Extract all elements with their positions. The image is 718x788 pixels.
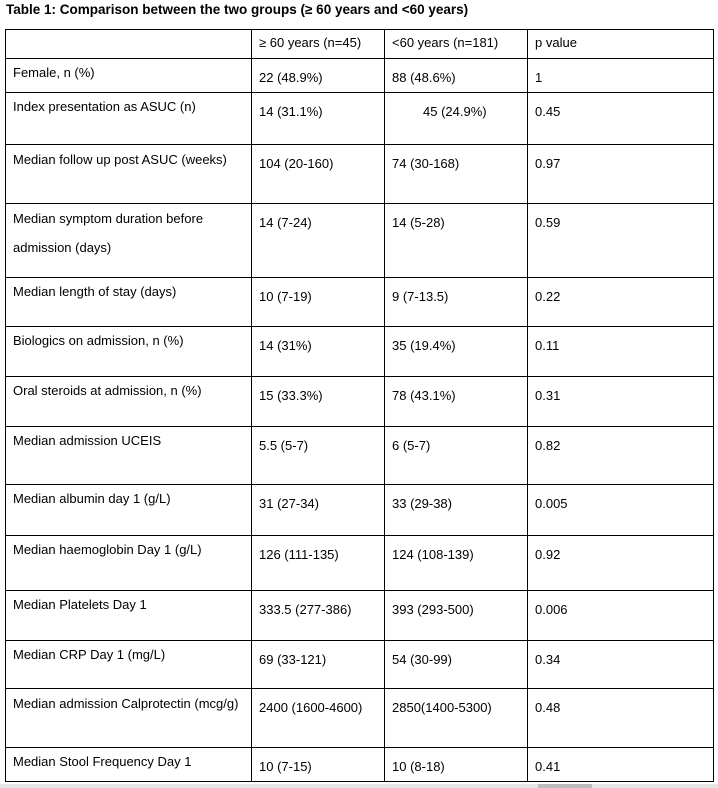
table-row [6,93,714,145]
cell-p-value: 0.41 [528,748,714,782]
cell-60-plus: 10 (7-19) [252,278,385,327]
table-row [6,536,714,591]
cell-under-60: 6 (5-7) [385,427,528,485]
cell-under-60: 124 (108-139) [385,536,528,591]
cell-60-plus: 22 (48.9%) [252,59,385,93]
table-header-row [6,30,714,59]
cell-60-plus: 31 (27-34) [252,485,385,536]
cell-under-60: 10 (8-18) [385,748,528,782]
row-label: Median symptom duration before admission (days) [6,204,252,278]
cell-under-60: 88 (48.6%) [385,59,528,93]
cell-p-value: 1 [528,59,714,93]
cell-p-value: 0.97 [528,145,714,204]
table-row [6,748,714,782]
header-empty-cell [6,30,252,59]
table-row [6,591,714,641]
cell-under-60: 393 (293-500) [385,591,528,641]
cell-60-plus: 10 (7-15) [252,748,385,782]
cell-60-plus: 126 (111-135) [252,536,385,591]
cell-under-60: 14 (5-28) [385,204,528,278]
cell-60-plus: 104 (20-160) [252,145,385,204]
cell-under-60: 33 (29-38) [385,485,528,536]
cell-60-plus: 69 (33-121) [252,641,385,689]
row-label: Median CRP Day 1 (mg/L) [6,641,252,689]
row-label: Median Stool Frequency Day 1 [6,748,252,782]
table-row [6,641,714,689]
cell-p-value: 0.31 [528,377,714,427]
header-60-plus: ≥ 60 years (n=45) [252,30,385,59]
cell-60-plus: 333.5 (277-386) [252,591,385,641]
cell-60-plus: 14 (7-24) [252,204,385,278]
cell-under-60: 2850(1400-5300) [385,689,528,748]
horizontal-scrollbar[interactable] [0,784,718,788]
row-label: Median Platelets Day 1 [6,591,252,641]
cell-p-value: 0.34 [528,641,714,689]
cell-p-value: 0.59 [528,204,714,278]
table-row [6,59,714,93]
cell-60-plus: 2400 (1600-4600) [252,689,385,748]
cell-p-value: 0.82 [528,427,714,485]
table-row [6,145,714,204]
cell-60-plus: 15 (33.3%) [252,377,385,427]
table-row [6,204,714,278]
row-label: Female, n (%) [6,59,252,93]
row-label: Biologics on admission, n (%) [6,327,252,377]
table-caption: Table 1: Comparison between the two groups (≥ 60 years and <60 years) [6,2,469,17]
cell-60-plus: 5.5 (5-7) [252,427,385,485]
row-label: Oral steroids at admission, n (%) [6,377,252,427]
header-under-60: <60 years (n=181) [385,30,528,59]
cell-under-60: 54 (30-99) [385,641,528,689]
row-label: Median haemoglobin Day 1 (g/L) [6,536,252,591]
row-label: Median albumin day 1 (g/L) [6,485,252,536]
cell-under-60: 78 (43.1%) [385,377,528,427]
table-row [6,485,714,536]
cell-60-plus: 14 (31%) [252,327,385,377]
table-row [6,689,714,748]
cell-p-value: 0.006 [528,591,714,641]
cell-under-60: 9 (7-13.5) [385,278,528,327]
row-label: Median admission UCEIS [6,427,252,485]
cell-p-value: 0.11 [528,327,714,377]
cell-p-value: 0.45 [528,93,714,145]
cell-under-60: 35 (19.4%) [385,327,528,377]
cell-p-value: 0.92 [528,536,714,591]
cell-p-value: 0.005 [528,485,714,536]
row-label: Median admission Calprotectin (mcg/g) [6,689,252,748]
scrollbar-thumb[interactable] [538,784,592,788]
row-label: Median length of stay (days) [6,278,252,327]
table-row [6,327,714,377]
cell-p-value: 0.48 [528,689,714,748]
cell-60-plus: 14 (31.1%) [252,93,385,145]
header-p-value: p value [528,30,714,59]
table-row [6,377,714,427]
row-label: Median follow up post ASUC (weeks) [6,145,252,204]
cell-p-value: 0.22 [528,278,714,327]
cell-under-60: 45 (24.9%) [385,93,528,145]
row-label: Index presentation as ASUC (n) [6,93,252,145]
cell-under-60: 74 (30-168) [385,145,528,204]
table-row [6,278,714,327]
comparison-table [5,29,714,782]
table-row [6,427,714,485]
